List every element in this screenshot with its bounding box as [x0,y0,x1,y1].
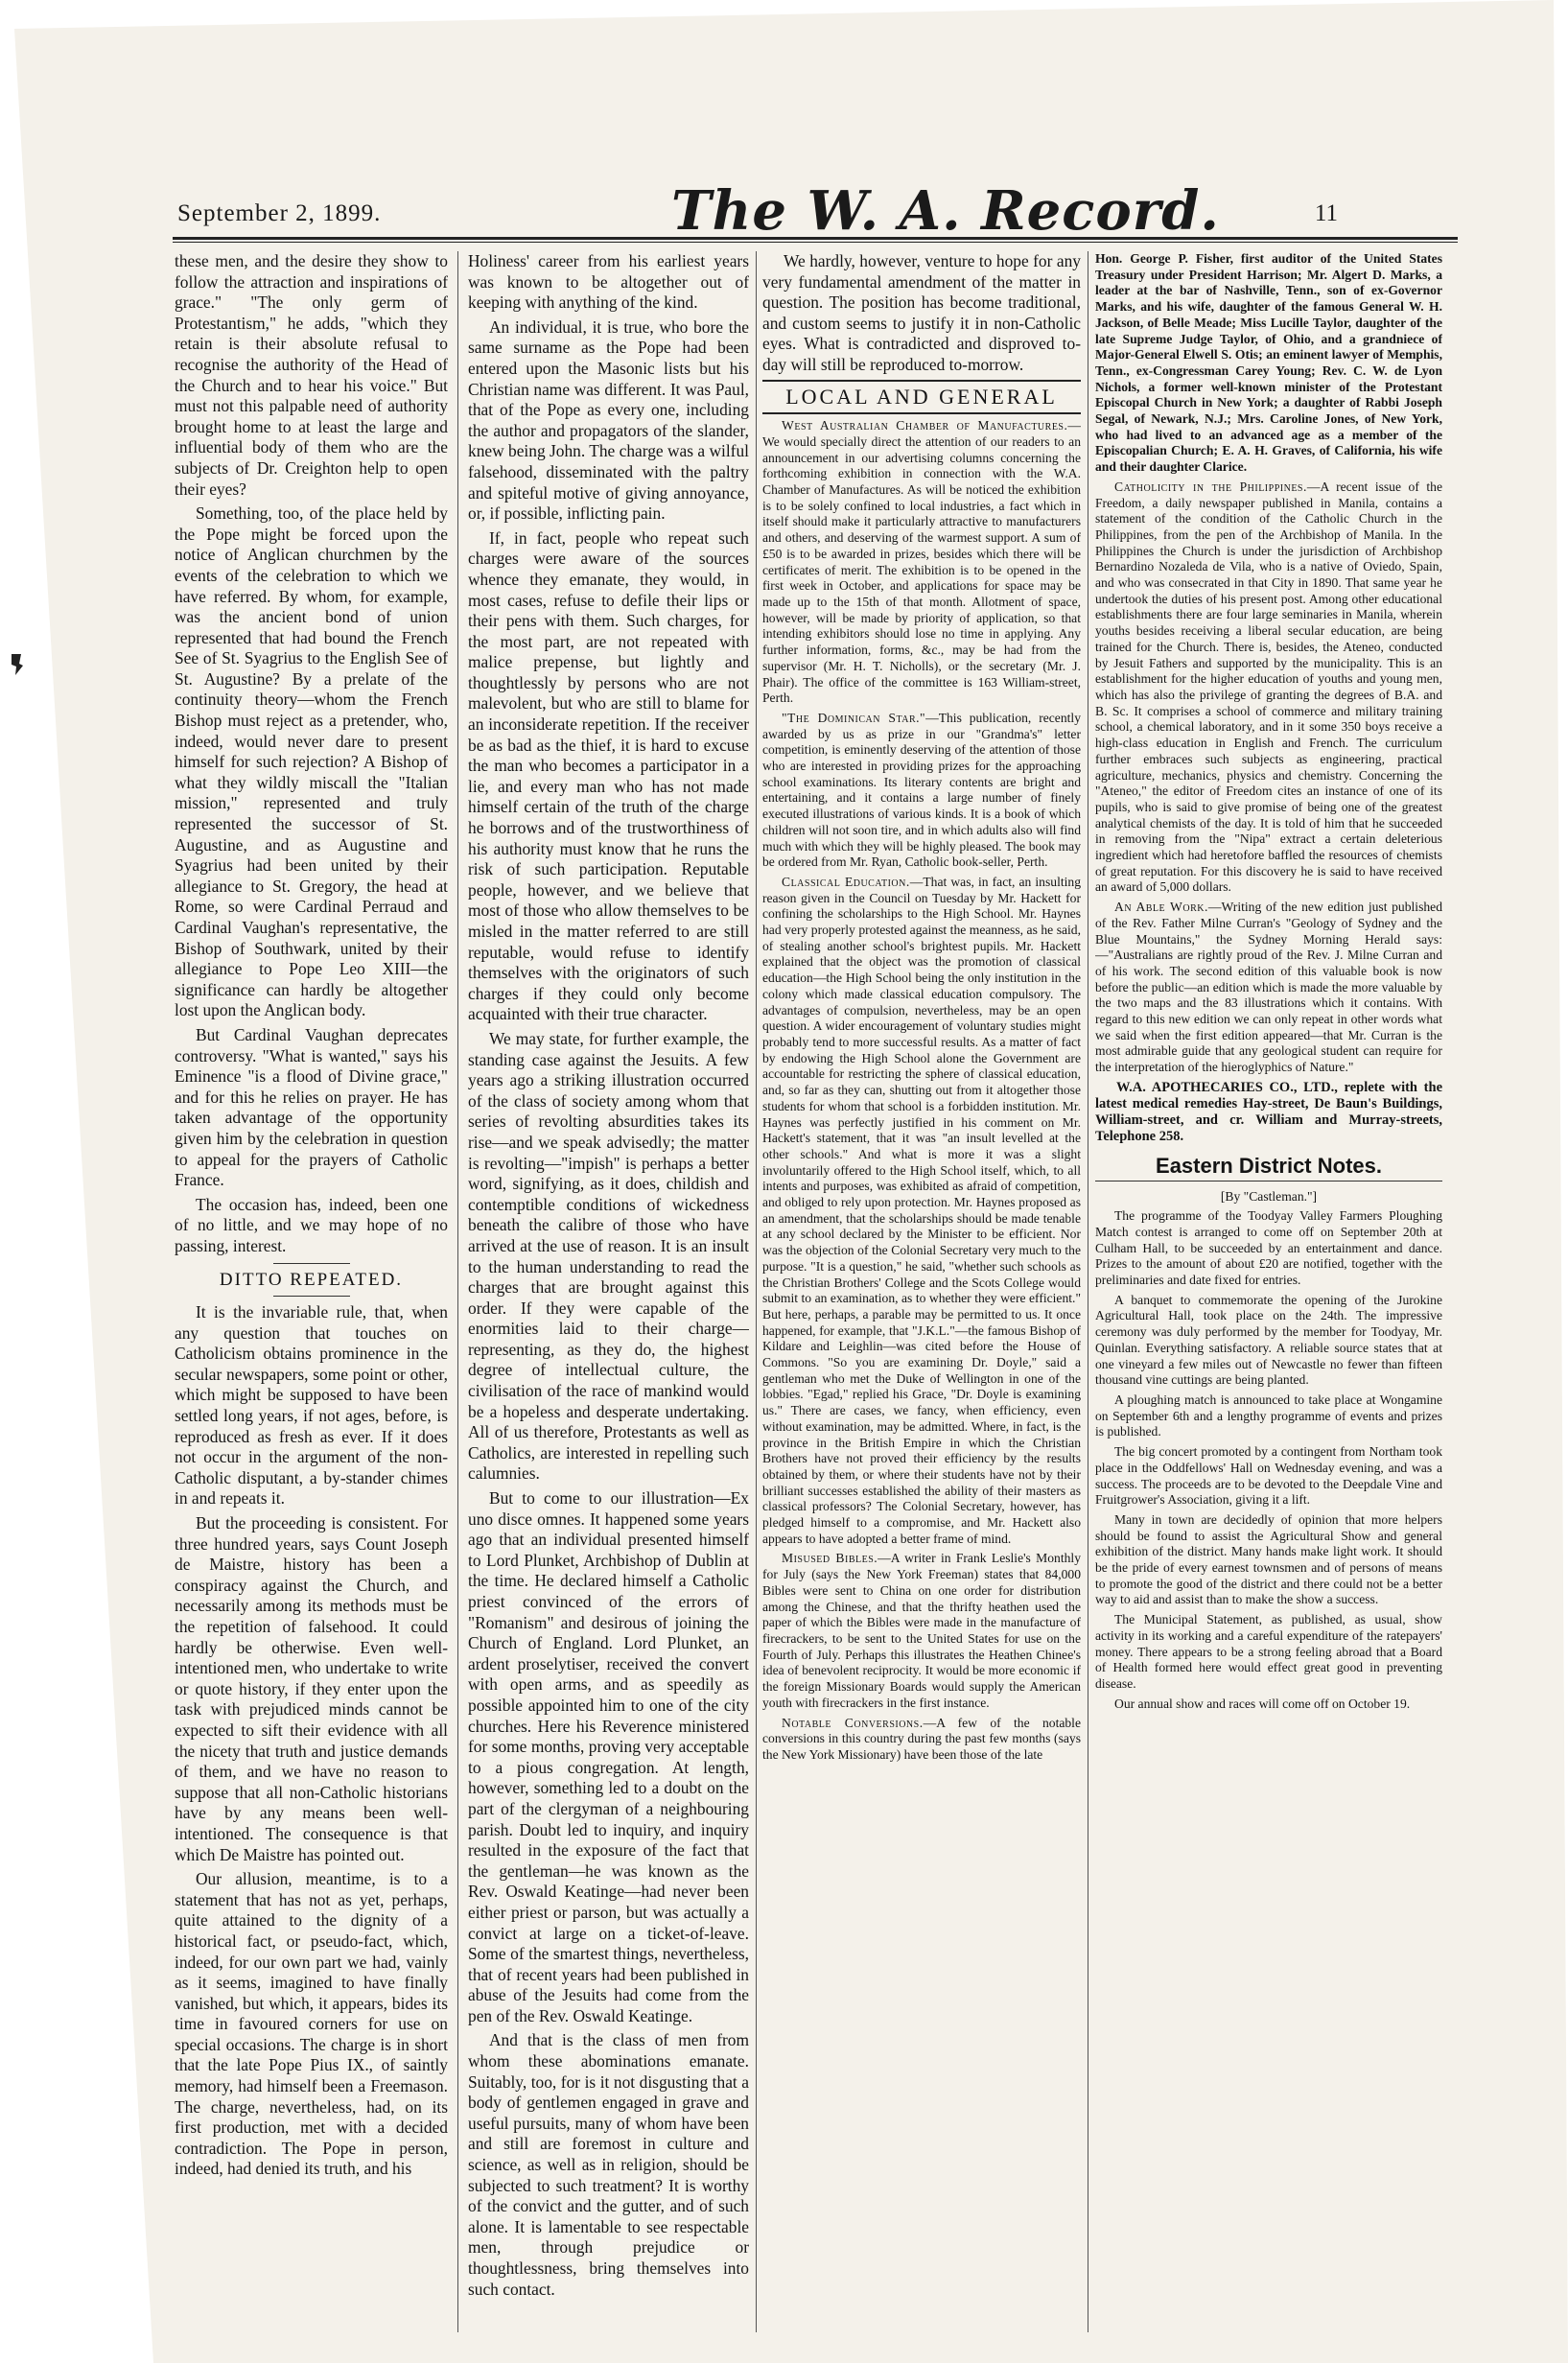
paragraph: Our allusion, meantime, is to a statement that has not as yet, perhaps, quite attained to the dignity of a historical fact, or pseudo-fact, which, indeed, for our own part we had, vainly as it seems, imagined to have finally vanished, but which, it appears, bides its time in favoured corners for use on special occasions. The charge is in short that the late Pope Pius IX., of saintly memory, had himself been a Freemason. The charge, nevertheless, had, on its first production, met with a decided contradiction. The Pope in person, indeed, had denied its truth, and his [175,1869,448,2179]
column-3 [762,251,1081,2332]
byline: [By "Castleman."] [1220,1188,1318,1204]
paragraph: An individual, it is true, who bore the same surname as the Pope had been entered upon the Masonic lists but his Christian name was different. It was Paul, that of the Pope as every one, including the author and propagators of the slander, knew being John. The charge was a wilful falsehood, disseminated with the paltry and spiteful motive of giving annoyance, or, if possible, inflicting pain. [468,316,749,524]
paragraph: But the proceeding is consistent. For three hundred years, says Count Joseph de Maistre, history has been a conspiracy against the Church, and necessarily among its methods must be the repetition of falsehood. It could hardly be otherwise. Even well-intentioned men, who undertake to write or quote history, if they enter upon the task with prejudiced minds cannot be expected to sift their evidence with all the nicety that truth and justice demands of them, and we have no reason to suppose that all non-Catholic historians have by any means been well-intentioned. The consequence is that which De Maistre has pointed out. [175,1513,448,1864]
paragraph: It is the invariable rule, that, when any question that touches on Catholicism obtains prominence in the secular newspapers, some point or other, which might be supposed to have been settled long years, if not ages, before, is reproduced as fresh as ever. If it does not occur in the argument of the non-Catholic disputant, a by-stander chimes in and repeats it. [175,1302,448,1509]
paragraph: Our annual show and races will come off on October 19. [1114,1696,1411,1711]
item-lead: Catholicity in the Philippines. [1114,479,1307,494]
paragraph: A banquet to commemorate the opening of the Jurokine Agricultural Hall, took place on the 24th. The impressive ceremony was duly performed by the member for Toodyay, Mr. Quinlan. Everything satisfactory. A reliable source states that at one vineyard a few miles out of Newcastle no fewer than fifteen thousand vine cuttings are being planted. [1095,1292,1442,1388]
paragraph: The occasion has, indeed, been one of no little, and we may hope of no passing, interest. [175,1194,448,1255]
item-text: —A writer in Frank Leslie's Monthly for July (says the New York Freeman) states that 84,000 Bibles were sent to China on one order for distribution among the Chinese, and that the thrifty heathen used the paper of which the Bibles were made in the manufacture of firecrackers, to be sent to the United States for use on the Fourth of July. Perhaps this illustrates the Heathen Chinee's idea of benevolent reciprocity. It would be more economic if the foreign Missionary Boards would supply the American youth with firecrackers in the first instance. [762,1551,1081,1710]
column-4 [1095,251,1442,2332]
divider [273,1296,350,1297]
paragraph: But Cardinal Vaughan deprecates controversy. "What is wanted," says his Eminence "is a flood of Divine grace," and for this he relies on prayer. He has taken advantage of the opportunity given him by the celebration in question to appeal for the prayers of Catholic France. [175,1024,448,1190]
item-lead: West Australian Chamber of Manufactures. [782,418,1068,433]
advertisement: W.A. APOTHECARIES CO., LTD., replete with the latest medical remedies Hay-street, De Baun's Buildings, William-street, and cr. William and Murray-streets, Telephone 258. [1095,1079,1442,1144]
news-item [762,711,1081,871]
issue-date: September 2, 1899. [177,200,382,226]
paragraph: Many in town are decidedly of opinion that more helpers should be found to assist the Agricultural Show and general exhibition of the district. Many hands make light work. It should be the pride of every earnest townsmen and of persons of means to promote the good of the district and there could not be a better way to aid and assist than to make the show a success. [1095,1511,1442,1607]
paragraph: And that is the class of men from whom these abominations emanate. Suitably, too, for is it not disgusting that a body of gentlemen engaged in grave and useful pursuits, many of whom have been and still are foremost in culture and science, as well as in religion, should be subjected to such treatment? It is worthy of the convict and the gutter, and of such alone. It is lamentable to see respectable men, through prejudice or thoughtlessness, bring themselves into such contact. [468,2030,749,2299]
page-number: 11 [1314,200,1338,226]
newspaper-title: The W. A. Record. [671,179,1220,243]
paragraph: We may state, for further example, the standing case against the Jesuits. A few years ago a striking illustration occurred of the class of society among whom that series of revolting absurdities takes its rise—and we speak advisedly; the matter is revolting—"impish" is perhaps a better word, signifying, as it does, childish and contemptible conditions of wickedness beneath the calibre of those who have arrived at the use of reason. It is an insult to the human understanding to read the charges that are brought against this order. If they were capable of the enormities laid to their charge—representing, as they do, the highest degree of intellectual culture, the civilisation of the race of mankind would be a hopeless and desperate undertaking. All of us therefore, Protestants as well as Catholics, are interested in repelling such calumnies. [468,1028,749,1484]
news-item [762,875,1081,1548]
article-heading: DITTO REPEATED. [219,1269,404,1290]
column-divider [756,251,757,2332]
paragraph: If, in fact, people who repeat such charges were aware of the sources whence they emanate, they would, in most cases, refuse to defile their lips or their pens with them. Such charges, for the most part, are not repeated with malice prepense, but lightly and thoughtlessly by persons who are not malevolent, but who are still to blame for an inconsiderate repetition. If the receiver be as bad as the thief, it is hard to excuse the man who becomes a participator in a lie, and every man who has not made himself certain of the truth of the charge he borrows and of the trustworthiness of his authority must know that he runs the risk of such participation. Reputable people, however, and we believe that most of those who allow themselves to be misled in the matter referred to are still reputable, would refuse to identify themselves with the originators of such charges if they could only become acquainted with their true character. [468,527,749,1024]
masthead-rule [173,237,1458,243]
paragraph: The big concert promoted by a contingent from Northam took place in the Oddfellows' Hall on Wednesday evening, and was a success. The proceeds are to be devoted to the Deepdale Vine and Fruitgrower's Association, giving it a lift. [1095,1444,1442,1508]
item-text: —This publication, recently awarded by us as prize in our "Grandma's" letter competition, is eminently deserving of the attention of those who are interested in providing prizes for the approaching school examinations. Its literary contents are bright and entertaining, and it contains a large number of finely executed illustrations of various kinds. It is a book of which children will not soon tire, and in which adults also will find much with which they will be highly pleased. The book may be ordered from Mr. Ryan, Catholic book-seller, Perth. [762,710,1081,870]
item-text: —We would specially direct the attention of our readers to an announcement in our advertising columns concerning the forthcoming exhibition in connection with the W.A. Chamber of Manufactures. As will be noticed the exhibition is to be solely confined to local industries, a fact which in itself should make it particularly attractive to manufacturers and others, and deserving of the warmest support. A sum of £50 is to be awarded in prizes, besides which there will be certificates of merit. The exhibition is to be opened in the first week in October, and applications for space may be made up to the 15th of that month. Allotment of space, however, will be made by priority of application, so that intending exhibitors should lose no time in applying. Any further information, forms, &c., may be had from the supervisor (Mr. H. T. Nicholls), or the secretary (Mr. J. Phair). The office of the committee is 163 William-street, Perth. [762,418,1081,706]
paragraph: The Municipal Statement, as published, as usual, show activity in its working and a careful expenditure of the ratepayers' money. There appears to be a strong feeling abroad that a Board of Health formed here would effect great good in preventing disease. [1095,1612,1442,1691]
item-text: —A recent issue of the Freedom, a daily newspaper published in Manila, contains a statement of the condition of the Catholic Church in the Philippines, from the pen of the Archbishop of Manila. In the Philippines the Church is under the jurisdiction of Archbishop Bernardino Nozaleda de Vila, who is a native of Oviedo, Spain, and who was consecrated in that City in 1890. That same year he undertook the duties of his present post. Among other educational establishments there are four large seminaries in Manila, wherein youths besides receiving a liberal secular education, are being trained for the Church. There is, besides, the Ateneo, conducted by Jesuit Fathers and supported by the municipality. This is an establishment for the higher education of youths and young men, which has also the privilege of granting the degrees of B.A. and B. Sc. It comprises a school of commerce and military training school, a chemical laboratory, and in it some 350 boys receive a high-class education in English and French. The curriculum further embraces such subjects as engineering, practical agriculture, mechanics, physics and chemistry. Concerning the "Ateneo," the editor of Freedom cites an instance of one of its pupils, who is said to give promise of being one of the greatest analytical chemists of the day. It is told of him that he succeeded in removing from the "Nipa" extract a certain deleterious ingredient which had heretofore baffled the resources of chemists of great reputation. For this discovery he is said to have received an award of 5,000 dollars. [1095,479,1442,895]
divider [273,1263,350,1264]
item-text: —A few of the notable conversions in this country during the past few months (says the New York Missionary) have been those of the late [762,1715,1081,1762]
item-text: —Writing of the new edition just published of the Rev. Father Milne Curran's "Geology of Sydney and the Blue Mountains," the Sydney Morning Herald says:—"Australians are rightly proud of the Rev. J. Milne Curran and of his work. The second edition of this valuable book is now before the public—an edition which is made the more valuable by the two maps and the 83 illustrations which it contains. With regard to this new edition we can only repeat in other words what we said when the first edition appeared—that Mr. Curran is the most admirable guide that any geological student can require for the interpretation of the hieroglyphics of Nature." [1095,900,1442,1075]
news-item [762,1716,1081,1764]
margin-mark-icon [8,652,25,677]
item-lead: Classical Education. [782,874,910,889]
paragraph: Holiness' career from his earliest years was known to be altogether out of keeping with anything of the kind. [468,251,749,313]
news-item [762,418,1081,707]
masthead [177,179,1424,245]
news-item [762,1551,1081,1711]
item-lead: "The Dominican Star." [782,710,926,725]
item-lead: Notable Conversions. [782,1715,924,1730]
paragraph: But to come to our illustration—Ex uno disce omnes. It happened some years ago that an individual presented himself to Lord Plunket, Archbishop of Dublin at the time. He declared himself a Catholic priest convinced of the errors of "Romanism" and desirous of joining the Church of England. Lord Plunket, an ardent proselytiser, received the convert with open arms, and as speedily as possible appointed him to one of the city churches. Here his Reverence ministered for some months, proving very acceptable to a pious congregation. At length, however, something led to a doubt on the part of the clergyman of a neighbouring parish. Doubt led to inquiry, and inquiry resulted in the exposure of the fact that the gentleman—he was known as the Rev. Oswald Keatinge—had never been either priest or parson, but was actually a convict at large on a ticket-of-leave. Some of the smartest things, nevertheless, that of recent years had been published in abuse of the Jesuits had come from the pen of the Rev. Oswald Keatinge. [468,1488,749,2025]
news-item [1095,480,1442,896]
section-heading: LOCAL AND GENERAL [762,380,1081,415]
paragraph: We hardly, however, venture to hope for any very fundamental amendment of the matter in question. The position has become traditional, and custom seems to justify it in non-Catholic eyes. What is contradicted and disproved to-day will still be reproduced to-morrow. [762,251,1081,374]
item-lead: An Able Work. [1114,900,1208,915]
item-lead: Misused Bibles. [782,1551,878,1566]
column-2 [468,251,749,2332]
paragraph: A ploughing match is announced to take place at Wongamine on September 6th and a lengthy programme of events and prizes is published. [1095,1392,1442,1439]
paragraph: The programme of the Toodyay Valley Farmers Ploughing Match contest is arranged to come off on September 20th at Culham Hall, to be succeeded by an entertainment and dance. Prizes to the amount of about £20 are notified, together with the preliminaries and date fixed for entries. [1095,1208,1442,1288]
item-text: —That was, in fact, an insulting reason given in the Council on Tuesday by Mr. Hackett for confining the scholarships to the High School. Mr. Haynes had very properly protested against the meanness, as he said, of stealing another school's brightest pupils. Mr. Hackett explained that the object was the promotion of classical education—the High School being the only institution in the colony which made classical education compulsory. The advantages of compulsion, nevertheless, may be an open question. A wider encouragement of voluntary studies might probably tend to more successful results. As a matter of fact by endowing the High School alone the Government are accountable for restricting the sphere of classical education, and, so far as they can, shutting out from it altogether those students for whom that school is a forbidden institution. Mr. Haynes was perfectly justified in his comment on Mr. Hackett's statement, that it was "an insult levelled at the other schools." And what is more it was a slight involuntarily offered to the High School itself, which, to all intents and purposes, was exhibited as afraid of competition, and obliged to rely upon protection. Mr. Haynes proposed as an amendment, that the scholarships should be made tenable at any school declared by the Minister to be efficient. Nor was the objection of the Colonial Secretary very much to the purpose. "It is a question," he said, "whether such schools as the Christian Brothers' College and the Scots College would submit to an examination, as to whether they were efficient." But here, perhaps, a parable may be permitted to us. It once happened, for example, that "J.K.L."—the famous Bishop of Kildare and Leighlin—was cited before the House of Commons. "So you are examining Dr. Doyle," said a gentleman who met the Duke of Wellington in one of the lobbies. "Egad," replied his Grace, "Dr. Doyle is examining us." There are cases, we fancy, when efficiency, even without examination, may be admitted. Where, in fact, is the province in the British Empire in which the Christian Brothers have not proved their efficiency by the results obtained by them, or where their students have not by their brilliant successes established the ability of their masters as classical professors? The Colonial Secretary, however, has pledged himself to a compromise, and Mr. Hackett also appears to have adopted a better frame of mind. [762,874,1081,1546]
column-1 [175,251,448,2332]
news-item [1095,900,1442,1076]
paragraph: Hon. George P. Fisher, first auditor of the United States Treasury under President Harrison; Mr. Algert D. Marks, a leader at the bar of Nashville, Tenn., son of ex-Governor Marks, and his wife, daughter of the famous General W. H. Jackson, of Belle Meade; Miss Lucille Taylor, daughter of the late Supreme Judge Taylor, of Ohio, and a grandniece of Major-General Elwell S. Otis; an eminent lawyer of Memphis, Tenn., ex-Congressman Carey Young; Rev. C. W. de Lyon Nichols, a former well-known minister of the Protestant Episcopal Church in New York; a daughter of Rabbi Joseph Segal, of Newark, N.J.; Mrs. Caroline Jones, of New York, who had lived to an advanced age as a member of the Episcopalian Church; E. A. H. Graves, of California, his wife and their daughter Clarice. [1095,251,1442,475]
paragraph: Something, too, of the place held by the Pope might be forced upon the notice of Anglican churchmen by the events of the celebration to which we have referred. By whom, for example, was the ancient bond of union represented that had bound the French See of St. Syagrius to the English See of St. Augustine? By a prelate of the continuity theory—whom the French Bishop must reject as a pretender, who, indeed, would never dare to present himself for such rejection? A Bishop of what they wildly miscall the "Italian mission," represented and truly represented the successor of St. Augustine, and as Augustine and Syagrius had been united by their allegiance to St. Gregory, the head at Rome, so were Cardinal Perraud and Cardinal Vaughan's representative, the Bishop of Southwark, united by their allegiance to Pope Leo XIII—the significance can hardly be altogether lost upon the Anglican body. [175,503,448,1020]
paragraph: these men, and the desire they show to follow the attraction and inspirations of grace." "The only germ of Protestantism," he adds, "which they retain is their absolute refusal to recognise the authority of the Head of the Church and to hear his voice." But must not this palpable need of authority brought home to at least the large and influential body of them who are the subjects of Dr. Creighton help to open their eyes? [175,251,448,499]
column-divider [457,251,458,2332]
section-heading: Eastern District Notes. [1095,1158,1442,1182]
